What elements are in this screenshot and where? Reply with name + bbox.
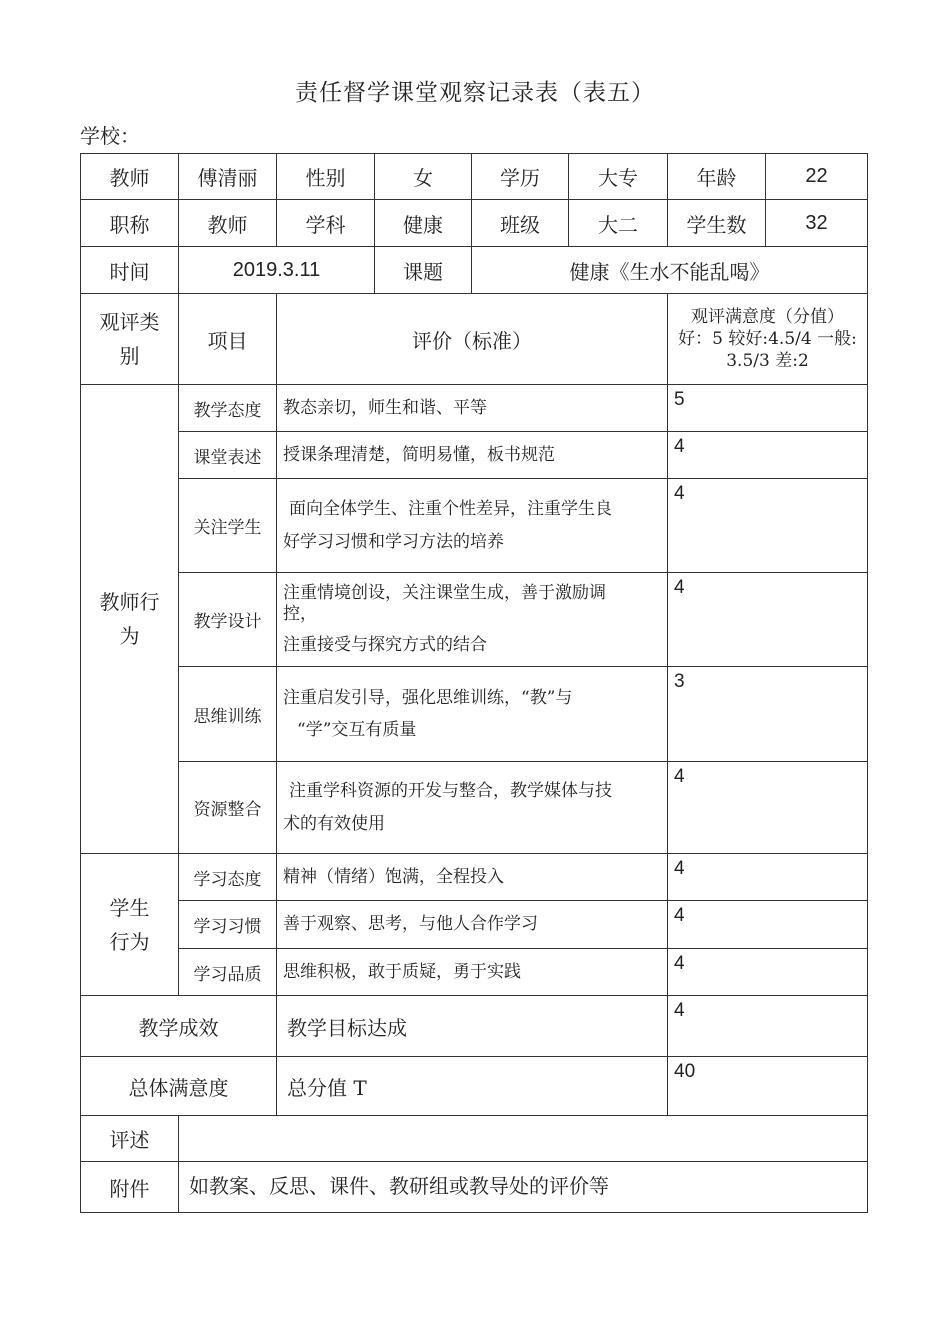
criteria-line: “学”交互有质量 — [297, 720, 417, 740]
info-row-3 — [81, 247, 868, 294]
item-header: 项目 — [179, 294, 277, 385]
satisfaction-header-line1: 观评满意度（分值） — [691, 306, 844, 327]
teacher-value: 傅清丽 — [179, 154, 277, 200]
teacher-behavior-label — [81, 385, 179, 854]
info-row-2 — [81, 200, 868, 247]
info-row-1 — [81, 154, 868, 200]
table-row — [81, 854, 868, 901]
teacher-behavior-label-line1: 教师行 — [99, 590, 160, 614]
satisfaction-header-line3: 3.5/3 差:2 — [726, 351, 809, 372]
table-row — [81, 432, 868, 479]
overall-score: 40 — [668, 1057, 868, 1116]
teacher-label: 教师 — [81, 154, 179, 200]
class-label: 班级 — [472, 200, 569, 247]
gender-label: 性别 — [277, 154, 375, 200]
topic-label: 课题 — [375, 247, 472, 294]
category-header — [81, 294, 179, 385]
attachment-label: 附件 — [81, 1162, 179, 1213]
education-label: 学历 — [472, 154, 569, 200]
age-label: 年龄 — [668, 154, 766, 200]
item-cell: 学习品质 — [179, 949, 277, 996]
students-value: 32 — [766, 200, 868, 247]
criteria-line: 注重学科资源的开发与整合，教学媒体与技 — [289, 781, 612, 802]
score-cell: 4 — [668, 901, 868, 949]
gender-value: 女 — [375, 154, 472, 200]
table-row — [81, 385, 868, 432]
score-cell: 4 — [668, 573, 868, 667]
subject-label: 学科 — [277, 200, 375, 247]
students-label: 学生数 — [668, 200, 766, 247]
table-row — [81, 762, 868, 854]
criteria-cell: 善于观察、思考，与他人合作学习 — [277, 901, 668, 949]
score-cell: 3 — [668, 667, 868, 762]
category-header-line2: 别 — [119, 344, 140, 368]
score-cell: 4 — [668, 762, 868, 854]
comment-value — [179, 1116, 868, 1162]
time-label: 时间 — [81, 247, 179, 294]
page-title: 责任督学课堂观察记录表（表五） — [295, 80, 655, 106]
item-cell: 关注学生 — [179, 479, 277, 573]
item-cell: 教学设计 — [179, 573, 277, 667]
criteria-header: 评价（标准） — [277, 294, 668, 385]
observation-table — [80, 153, 868, 1213]
topic-value: 健康《生水不能乱喝》 — [472, 247, 868, 294]
table-row — [81, 949, 868, 996]
score-cell: 4 — [668, 854, 868, 901]
age-value: 22 — [766, 154, 868, 200]
criteria-cell — [277, 667, 668, 762]
criteria-line: 控， — [283, 603, 317, 624]
score-cell: 5 — [668, 385, 868, 432]
attachment-row — [81, 1162, 868, 1213]
criteria-cell — [277, 479, 668, 573]
outcome-score: 4 — [668, 996, 868, 1057]
criteria-line: 术的有效使用 — [283, 813, 385, 834]
category-header-line1: 观评类 — [99, 310, 160, 334]
item-cell: 学习习惯 — [179, 901, 277, 949]
outcome-row — [81, 996, 868, 1057]
criteria-line: 注重情境创设，关注课堂生成，善于激励调 — [283, 582, 606, 603]
overall-row — [81, 1057, 868, 1116]
score-cell: 4 — [668, 479, 868, 573]
rank-value: 教师 — [179, 200, 277, 247]
satisfaction-header — [668, 294, 868, 385]
criteria-cell: 思维积极，敢于质疑，勇于实践 — [277, 949, 668, 996]
score-cell: 4 — [668, 432, 868, 479]
student-behavior-label-line1: 学生 — [109, 895, 150, 920]
table-row — [81, 901, 868, 949]
comment-label: 评述 — [81, 1116, 179, 1162]
attachment-value: 如教案、反思、课件、教研组或教导处的评价等 — [179, 1162, 868, 1213]
table-row — [81, 479, 868, 573]
outcome-label: 教学成效 — [81, 996, 277, 1057]
rank-label: 职称 — [81, 200, 179, 247]
student-behavior-label-line2: 行为 — [109, 929, 150, 954]
criteria-cell: 教态亲切，师生和谐、平等 — [277, 385, 668, 432]
time-value: 2019.3.11 — [179, 247, 375, 294]
criteria-line: 注重接受与探究方式的结合 — [283, 635, 487, 656]
criteria-cell: 精神（情绪）饱满，全程投入 — [277, 854, 668, 901]
class-value: 大二 — [569, 200, 668, 247]
criteria-cell — [277, 573, 668, 667]
outcome-criteria: 教学目标达成 — [277, 996, 668, 1057]
criteria-line: 好学习习惯和学习方法的培养 — [283, 531, 504, 552]
item-cell: 资源整合 — [179, 762, 277, 854]
subject-value: 健康 — [375, 200, 472, 247]
overall-label: 总体满意度 — [81, 1057, 277, 1116]
item-cell: 学习态度 — [179, 854, 277, 901]
satisfaction-header-line2: 好：5 较好:4.5/4 一般: — [678, 328, 857, 349]
criteria-line: 面向全体学生、注重个性差异，注重学生良 — [289, 499, 612, 520]
item-cell: 课堂表述 — [179, 432, 277, 479]
table-row — [81, 667, 868, 762]
header-row — [81, 294, 868, 385]
school-label: 学校： — [80, 124, 140, 148]
item-cell: 思维训练 — [179, 667, 277, 762]
criteria-line: 注重启发引导，强化思维训练，“教”与 — [283, 687, 573, 708]
criteria-cell — [277, 762, 668, 854]
item-cell: 教学态度 — [179, 385, 277, 432]
student-behavior-label — [81, 854, 179, 996]
education-value: 大专 — [569, 154, 668, 200]
overall-criteria: 总分值 T — [277, 1057, 668, 1116]
criteria-cell: 授课条理清楚，简明易懂，板书规范 — [277, 432, 668, 479]
score-cell: 4 — [668, 949, 868, 996]
comment-row — [81, 1116, 868, 1162]
teacher-behavior-label-line2: 为 — [119, 624, 140, 648]
table-row — [81, 573, 868, 667]
